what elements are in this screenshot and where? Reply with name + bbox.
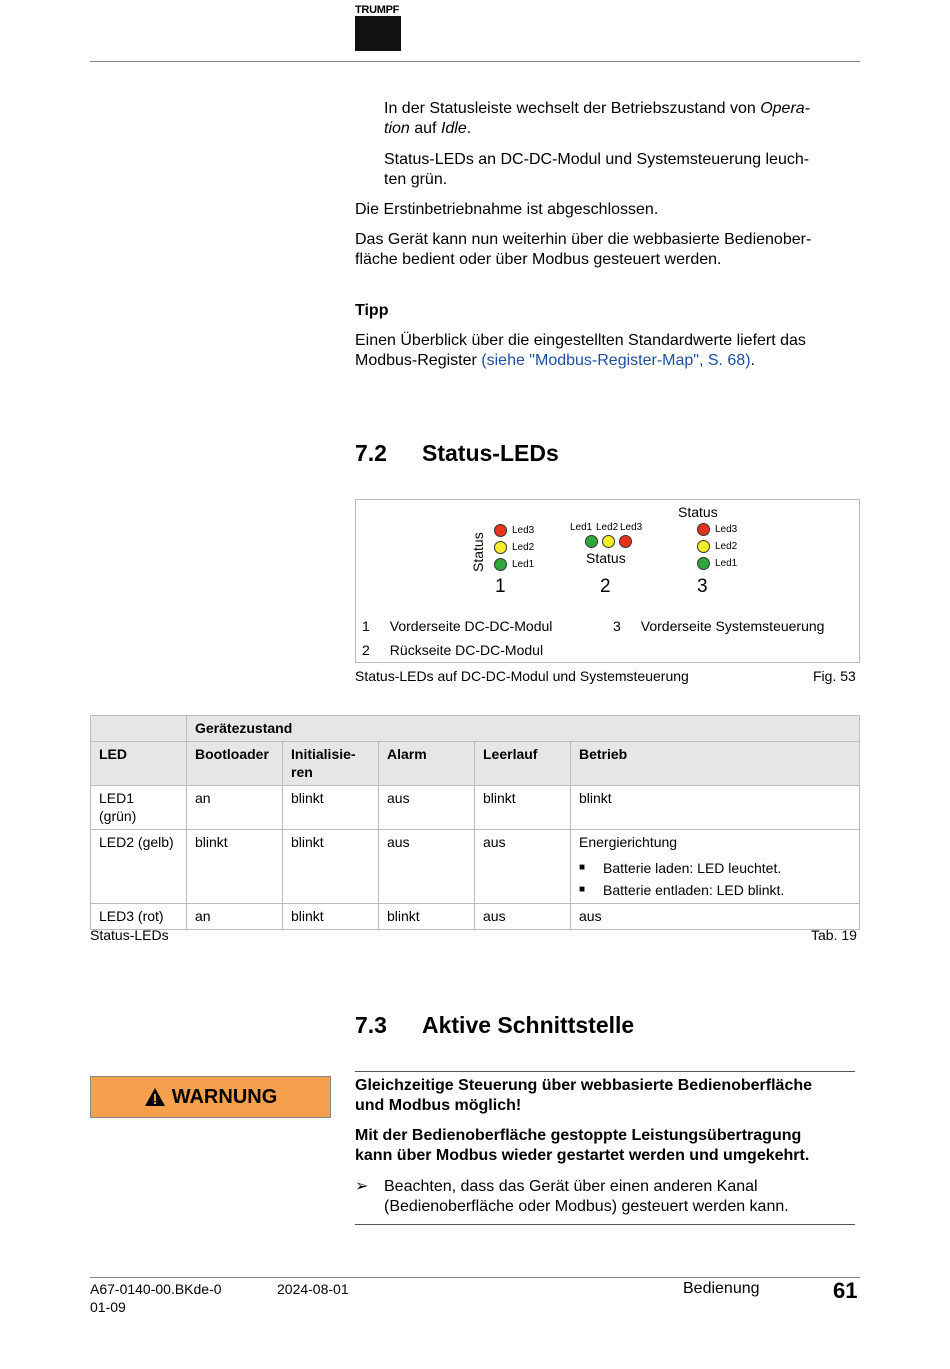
section-heading-7-2: 7.2 Status-LEDs	[355, 440, 559, 466]
result-text: Die Erstinbetriebnahme ist abgeschlossen.	[355, 201, 659, 218]
group3-led2-label: Led2	[715, 541, 738, 552]
group3-led2	[697, 540, 710, 553]
warning-action: Beachten, dass das Gerät über einen anderen Kanal (Bedienoberfläche oder Modbus) gesteuert werden kann.	[384, 1178, 789, 1215]
warning-top-rule	[355, 1071, 855, 1072]
warning-title: Gleichzeitige Steuerung über webbasierte Bedienoberfläche und Modbus möglich!	[355, 1077, 813, 1114]
cell-init: blinkt	[283, 786, 379, 830]
figure-caption: Status-LEDs auf DC-DC-Modul und Systemsteuerung	[355, 668, 689, 684]
group1-led3-label: Led3	[512, 525, 535, 536]
header-init: Initialisie- ren	[283, 742, 379, 786]
group3-led1-label: Led1	[715, 558, 738, 569]
group2-status-label: Status	[586, 550, 626, 566]
cell-betrieb: blinkt	[571, 786, 860, 830]
intro-paragraph: Das Gerät kann nun weiterhin über die webbasierte Bedienober- fläche bedient oder über Modbus gesteuert werden.	[355, 231, 812, 268]
group3-number: 3	[697, 576, 708, 597]
section-heading-7-3: 7.3 Aktive Schnittstelle	[355, 1012, 635, 1038]
footer-doc-number: A67-0140-00.BKde-0 01-09	[90, 1281, 222, 1315]
cell-betrieb: aus	[571, 904, 860, 930]
legend-item-3: 3 Vorderseite Systemsteuerung	[613, 618, 825, 634]
header-betrieb: Betrieb	[571, 742, 860, 786]
group2-led2	[602, 535, 615, 548]
page-number: 61	[833, 1278, 858, 1303]
cell-bootloader: an	[187, 786, 283, 830]
footer-chapter: Bedienung	[683, 1280, 760, 1297]
cell-led: LED1 (grün)	[91, 786, 187, 830]
footer-rule	[90, 1277, 860, 1278]
tip-heading: Tipp	[355, 302, 389, 319]
bullet-item: ■ Batterie laden: LED leuchtet.	[579, 860, 782, 876]
header-bootloader: Bootloader	[187, 742, 283, 786]
action-arrow-icon: ➢	[355, 1178, 369, 1195]
warning-badge	[90, 1076, 331, 1118]
footer-date: 2024-08-01	[277, 1281, 349, 1297]
step-leds-green: Status-LEDs an DC-DC-Modul und Systemsteuerung leuch- ten grün.	[384, 151, 810, 188]
table-number: Tab. 19	[811, 927, 857, 943]
warning-label: WARNUNG	[171, 1085, 278, 1108]
group1-led2-label: Led2	[512, 542, 535, 553]
group2-led2-label: Led2	[596, 522, 619, 533]
group2-led1	[585, 535, 598, 548]
group1-led2	[494, 541, 507, 554]
group3-led3	[697, 523, 710, 536]
step-operation-idle: In der Statusleiste wechselt der Betriebszustand von Opera- tion auf Idle.	[384, 100, 810, 137]
warning-bottom-rule	[355, 1224, 855, 1225]
group1-led1	[494, 558, 507, 571]
cell-leerlauf: aus	[475, 904, 571, 930]
tip-text: Einen Überblick über die eingestellten Standardwerte liefert das Modbus-Register (siehe "Modbus-Register-Map", S. 68).	[355, 332, 806, 369]
cell-led: LED2 (gelb)	[91, 830, 187, 904]
table-row	[91, 904, 860, 930]
modbus-register-map-link[interactable]: (siehe "Modbus-Register-Map", S. 68)	[481, 352, 751, 369]
cell-led: LED3 (rot)	[91, 904, 187, 930]
group1-status-label: Status	[470, 532, 486, 572]
logo-text: TRUMPF	[355, 4, 400, 16]
cell-alarm: aus	[379, 830, 475, 904]
header-leerlauf: Leerlauf	[475, 742, 571, 786]
table-row	[91, 786, 860, 830]
group2-number: 2	[600, 576, 611, 597]
group3-led3-label: Led3	[715, 524, 738, 535]
table-group-header-row	[91, 716, 860, 742]
header-led: LED	[91, 742, 187, 786]
status-led-figure	[355, 499, 860, 663]
group2-led1-label: Led1	[570, 522, 593, 533]
cell-alarm: aus	[379, 786, 475, 830]
legend-item-1: 1 Vorderseite DC-DC-Modul	[362, 618, 553, 634]
group1-led1-label: Led1	[512, 559, 535, 570]
cell-bootloader: an	[187, 904, 283, 930]
warning-triangle-icon	[144, 1087, 166, 1107]
header-rule	[90, 61, 860, 62]
logo-block	[355, 16, 401, 51]
warning-description: Mit der Bedienoberfläche gestoppte Leistungsübertragung kann über Modbus wieder gestartet werden und umgekehrt.	[355, 1127, 810, 1164]
figure-number: Fig. 53	[813, 668, 856, 684]
legend-item-2: 2 Rückseite DC-DC-Modul	[362, 642, 544, 658]
cell-alarm: blinkt	[379, 904, 475, 930]
table-row	[91, 830, 860, 904]
cell-init: blinkt	[283, 830, 379, 904]
group2-led3	[619, 535, 632, 548]
header-alarm: Alarm	[379, 742, 475, 786]
cell-leerlauf: aus	[475, 830, 571, 904]
group1-number: 1	[495, 576, 506, 597]
cell-leerlauf: blinkt	[475, 786, 571, 830]
group3-status-label: Status	[678, 504, 718, 520]
cell-bootloader: blinkt	[187, 830, 283, 904]
table-caption: Status-LEDs	[90, 927, 169, 943]
bullet-item: ■ Batterie entladen: LED blinkt.	[579, 882, 785, 898]
cell-init: blinkt	[283, 904, 379, 930]
group3-led1	[697, 557, 710, 570]
group2-led3-label: Led3	[620, 522, 643, 533]
group1-led3	[494, 524, 507, 537]
table-header-row	[91, 742, 860, 786]
status-led-table	[90, 715, 860, 930]
cell-betrieb: Energierichtung ■ Batterie laden: LED leuchtet. ■ Batterie entladen: LED blinkt.	[571, 830, 860, 904]
group-header-cell: Gerätezustand	[187, 716, 860, 742]
